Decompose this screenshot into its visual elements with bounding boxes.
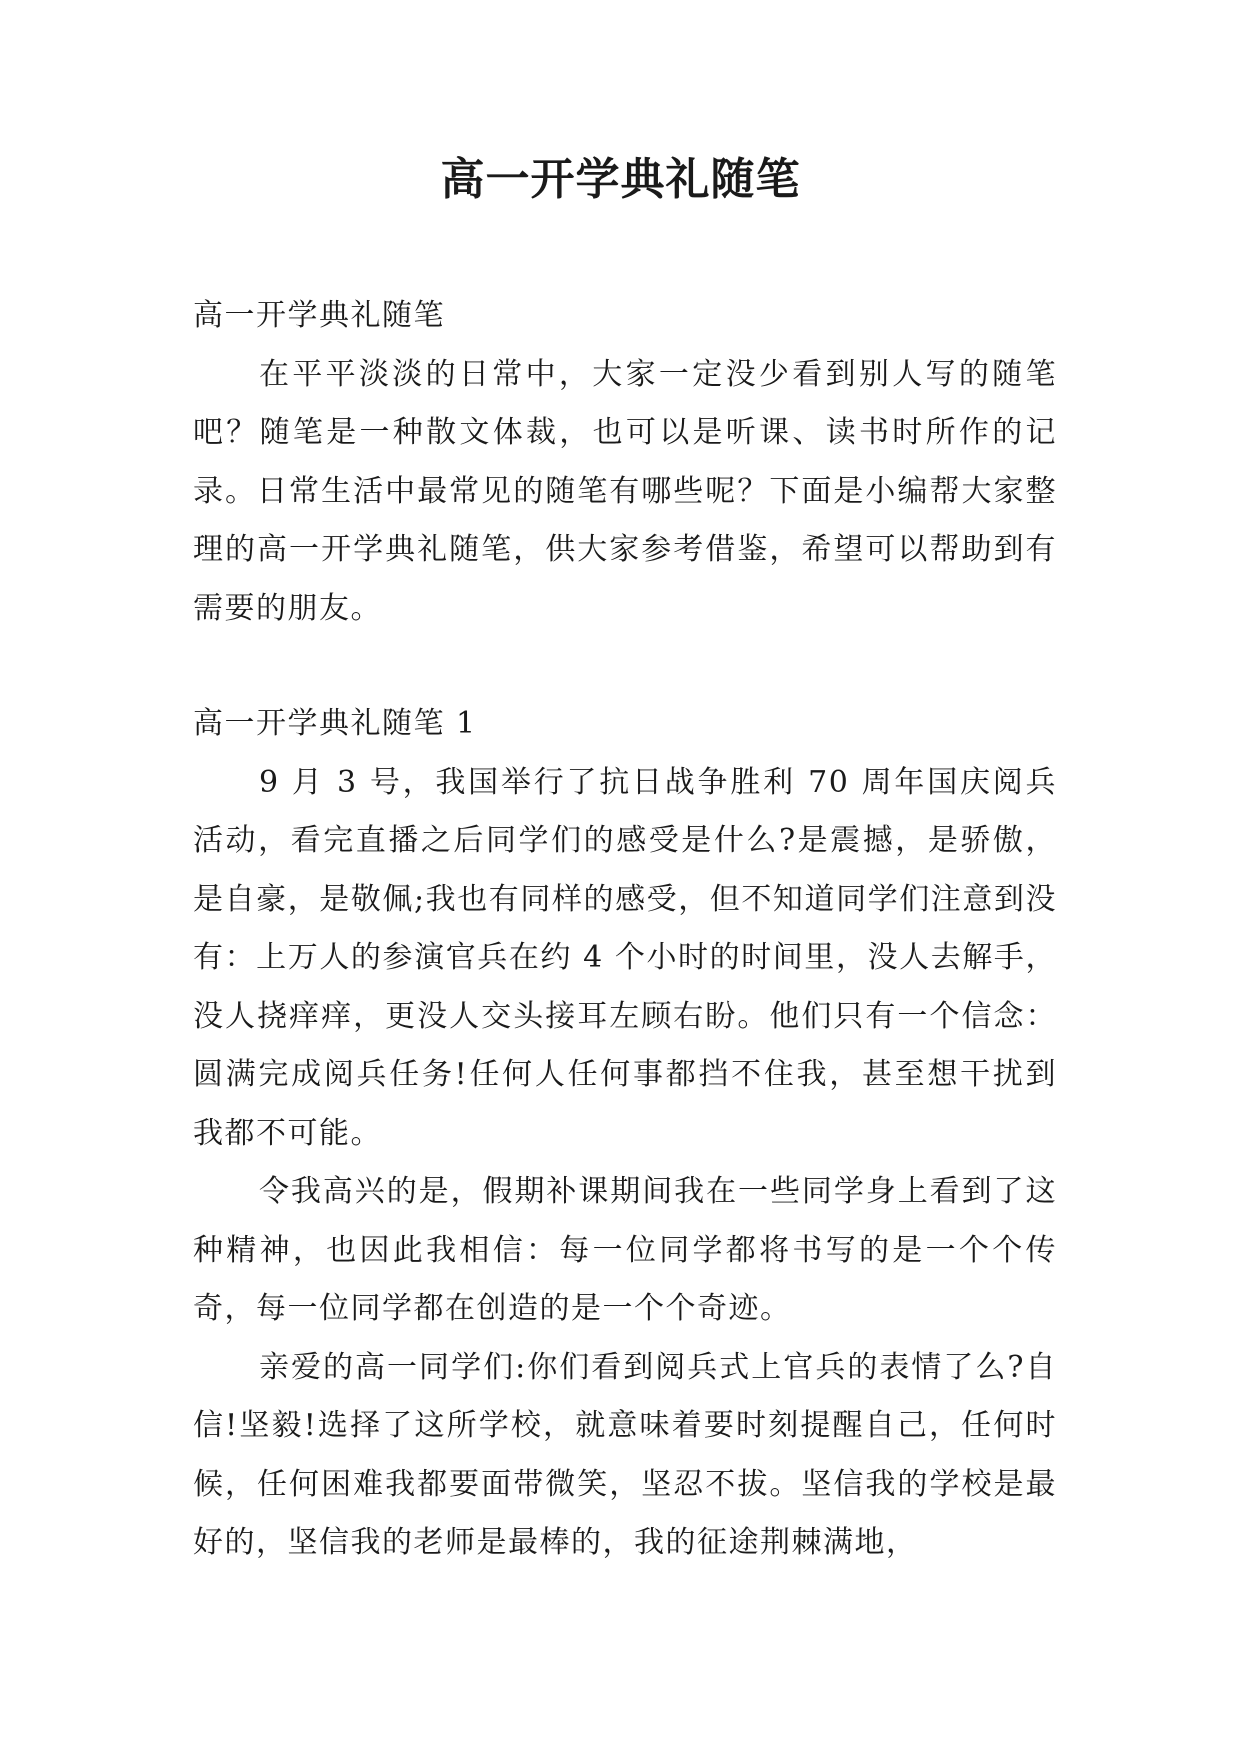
intro-paragraph: 在平平淡淡的日常中，大家一定没少看到别人写的随笔吧？随笔是一种散文体裁，也可以是听课、读书时所作的记录。日常生活中最常见的随笔有哪些呢？下面是小编帮大家整理的高一开学典礼随笔，供大家参考借鉴，希望可以帮助到有需要的朋友。 (193, 356, 1057, 626)
document-subtitle: 高一开学典礼随笔 (193, 298, 445, 333)
body-paragraph: 令我高兴的是，假期补课期间我在一些同学身上看到了这种精神，也因此我相信：每一位同学都将书写的是一个个传奇，每一位同学都在创造的是一个个奇迹。 (193, 1174, 1057, 1326)
section-heading: 高一开学典礼随笔 1 (193, 706, 477, 741)
body-paragraph: 亲爱的高一同学们:你们看到阅兵式上官兵的表情了么?自信!坚毅!选择了这所学校，就意味着要时刻提醒自己，任何时候，任何困难我都要面带微笑，坚忍不拔。坚信我的学校是最好的，坚信我的老师是最棒的，我的征途荆棘满地， (193, 1349, 1057, 1560)
section-spacer (193, 638, 1057, 695)
body-paragraph: 9 月 3 号，我国举行了抗日战争胜利 70 周年国庆阅兵活动，看完直播之后同学们的感受是什么?是震撼，是骄傲，是自豪，是敬佩;我也有同样的感受，但不知道同学们注意到没有：上万人的参演官兵在约 4 个小时的时间里，没人去解手，没人挠痒痒，更没人交头接耳左顾右盼。他们只有一个信念：圆满完成阅兵任务!任何人任何事都挡不住我，甚至想干扰到我都不可能。 (193, 764, 1057, 1151)
document-title: 高一开学典礼随笔 (440, 154, 801, 205)
document-body (193, 287, 1057, 1573)
